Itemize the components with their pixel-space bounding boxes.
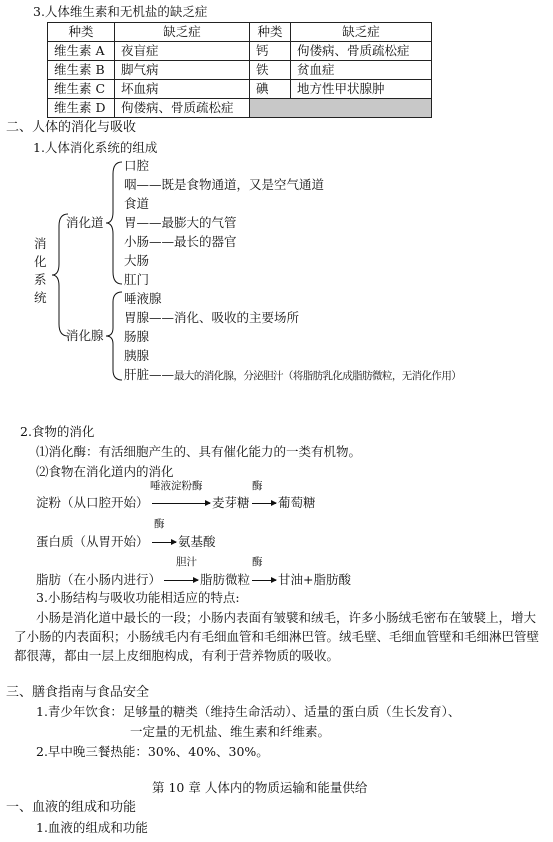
- part-title-blood: 一、血液的组成和功能: [6, 800, 137, 815]
- subsection-title-blood: 1.血液的组成和功能: [36, 820, 148, 835]
- digestive-tract-label: 消化道: [66, 215, 104, 230]
- absorption-title: 3.小肠结构与吸收功能相适应的特点:: [36, 590, 240, 605]
- enzyme-label: 酶: [252, 556, 263, 568]
- table-row: [48, 61, 432, 80]
- protein-product: 氨基酸: [178, 534, 216, 549]
- fat-start: 脂肪（在小肠内进行）: [36, 572, 162, 587]
- table-cell: 坏血病: [115, 80, 250, 99]
- system-char: 统: [34, 290, 47, 305]
- absorption-paragraph: 小肠是消化道中最长的一段；小肠内表面有皱襞和绒毛，许多小肠绒毛密布在皱襞上，增大了小肠的内表面积；小肠绒毛内有毛细血管和毛细淋巴管。绒毛壁、毛细血管壁和毛细淋巴管壁都很薄，都由一层上皮细胞构成，有利于营养物质的吸收。: [14, 610, 540, 663]
- table-empty-shaded-cell: [250, 99, 432, 118]
- enzyme-label: 唾液淀粉酶: [150, 480, 203, 492]
- liver-label: 肝脏——: [124, 367, 175, 382]
- system-char: 系: [34, 272, 47, 287]
- fat-intermediate: 脂肪微粒: [200, 572, 251, 587]
- table-cell: 佝偻病、骨质疏松症: [115, 99, 250, 118]
- list-item: 唾液腺: [124, 291, 162, 306]
- table-cell: 钙: [250, 42, 291, 61]
- list-item: 胰腺: [124, 348, 150, 363]
- starch-product: 葡萄糖: [278, 495, 316, 510]
- table-header-cell: 缺乏症: [115, 23, 250, 42]
- table-cell: 夜盲症: [115, 42, 250, 61]
- list-item: 肛门: [124, 272, 150, 287]
- table-header-cell: 缺乏症: [291, 23, 432, 42]
- list-item: 胃——最膨大的气管: [124, 215, 237, 230]
- protein-start: 蛋白质（从胃开始）: [36, 534, 149, 549]
- table-cell: 地方性甲状腺肿: [291, 80, 432, 99]
- part-title-digestion: 二、人体的消化与吸收: [6, 120, 137, 135]
- enzyme-label: 酶: [252, 480, 263, 492]
- deficiency-table: [47, 22, 432, 118]
- digestion-heading: ⑵食物在消化道内的消化: [36, 464, 174, 479]
- enzyme-label: 酶: [154, 518, 165, 530]
- table-header-row: [48, 23, 432, 42]
- list-item: 肠腺: [124, 329, 150, 344]
- table-cell: 贫血症: [291, 61, 432, 80]
- table-cell: 铁: [250, 61, 291, 80]
- enzyme-label: 胆汁: [176, 556, 197, 568]
- table-cell: 维生素 B: [48, 61, 115, 80]
- list-item: 小肠——最长的器官: [124, 234, 237, 249]
- list-item: 口腔: [124, 158, 150, 173]
- system-char: 化: [34, 254, 47, 269]
- table-cell: 维生素 C: [48, 80, 115, 99]
- table-cell: 碘: [250, 80, 291, 99]
- subsection-title-digestive-system: 1.人体消化系统的组成: [33, 140, 158, 155]
- table-cell: 维生素 D: [48, 99, 115, 118]
- table-row: [48, 42, 432, 61]
- arrow-icon: [152, 542, 176, 543]
- subsection-title-food-digestion: 2.食物的消化: [20, 424, 95, 439]
- arrow-icon: [252, 503, 276, 504]
- starch-start: 淀粉（从口腔开始）: [36, 495, 149, 510]
- brace-glands: [104, 290, 124, 382]
- arrow-icon: [152, 503, 210, 504]
- part-title-diet: 三、膳食指南与食品安全: [6, 685, 150, 700]
- chapter-title: 第 10 章 人体内的物质运输和能量供给: [152, 780, 368, 795]
- table-header-cell: 种类: [250, 23, 291, 42]
- liver-description: 最大的消化腺，分泌胆汁（将脂肪乳化成脂肪微粒，无消化作用）: [174, 370, 462, 382]
- diet-item-1: 1.青少年饮食：足够量的糖类（维持生命活动）、适量的蛋白质（生长发育）、: [36, 704, 461, 719]
- arrow-icon: [164, 580, 198, 581]
- brace-tract: [104, 160, 124, 286]
- list-item: 食道: [124, 196, 150, 211]
- table-header-cell: 种类: [48, 23, 115, 42]
- fat-product: 甘油+脂肪酸: [278, 572, 351, 587]
- diet-item-1-continued: 一定量的无机盐、维生素和纤维素。: [130, 724, 331, 739]
- starch-intermediate: 麦芽糖: [212, 495, 250, 510]
- enzyme-definition: ⑴消化酶：有活细胞产生的、具有催化能力的一类有机物。: [36, 444, 362, 459]
- table-row: [48, 99, 432, 118]
- table-row: [48, 80, 432, 99]
- arrow-icon: [252, 580, 276, 581]
- list-item-liver: [124, 367, 461, 384]
- table-cell: 脚气病: [115, 61, 250, 80]
- list-item: 大肠: [124, 253, 150, 268]
- digestive-gland-label: 消化腺: [66, 328, 104, 343]
- diet-item-2: 2.早中晚三餐热能：30%、40%、30%。: [36, 744, 269, 759]
- section-title-vitamins: 3.人体维生素和无机盐的缺乏症: [33, 4, 208, 19]
- list-item: 咽——既是食物通道，又是空气通道: [124, 177, 325, 192]
- table-cell: 维生素 A: [48, 42, 115, 61]
- table-cell: 佝偻病、骨质疏松症: [291, 42, 432, 61]
- list-item: 胃腺——消化、吸收的主要场所: [124, 310, 300, 325]
- system-char: 消: [34, 236, 47, 251]
